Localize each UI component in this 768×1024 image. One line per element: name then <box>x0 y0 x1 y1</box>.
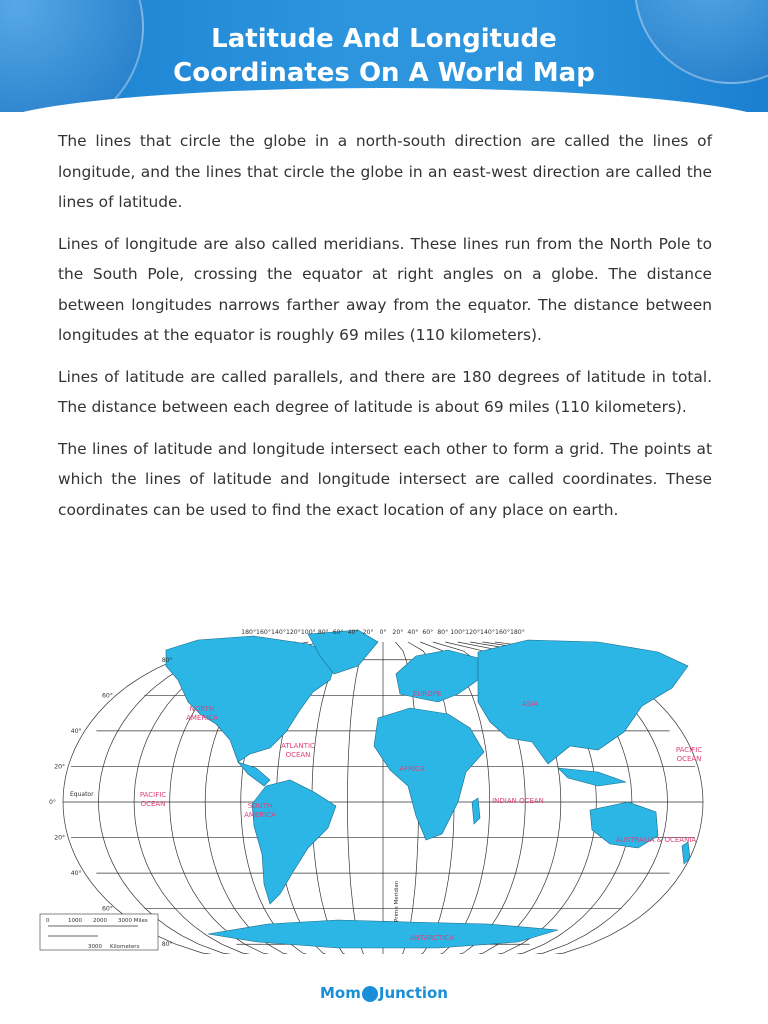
article-body <box>58 126 712 536</box>
longitude-label: 120° <box>465 629 481 636</box>
region-north-america-2: AMERICA <box>186 714 218 722</box>
longitude-label: 40° <box>347 629 359 636</box>
equator-label: Equator <box>70 791 94 798</box>
longitude-label: 20° <box>392 629 404 636</box>
longitude-label: 60° <box>422 629 434 636</box>
paragraph-2: Lines of longitude are also called meridians. These lines run from the North Pole to the South Pole, crossing the equator at right angles on a globe. The distance between longitudes narrows farther away from the equator. The distance between longitudes at the equator is roughly 69 miles (110 kilometers). <box>58 234 712 344</box>
land-asia <box>478 640 688 764</box>
longitude-label: 0° <box>379 629 387 636</box>
latitude-label: 40° <box>70 870 82 878</box>
latitude-label: 60° <box>102 692 113 700</box>
title-line-1: Latitude And Longitude <box>211 24 557 54</box>
scale-mile-1000: 1000 <box>68 918 82 924</box>
latitude-label: 40° <box>70 727 82 735</box>
latitude-label: 80° <box>161 941 173 949</box>
longitude-label: 140° <box>271 629 286 636</box>
region-pacific-right-1: PACIFIC <box>675 746 703 754</box>
longitude-label: 20° <box>362 629 374 636</box>
latitude-label: 20° <box>54 834 66 842</box>
scale-mile-3000: 3000 Miles <box>118 918 148 924</box>
latitude-label: 20° <box>54 763 66 771</box>
region-antarctica: ANTARCTICA <box>410 934 454 942</box>
longitude-label: 180° <box>509 629 525 636</box>
region-south-america-2: AMERICA <box>244 811 276 819</box>
world-map <box>38 622 728 954</box>
region-africa: AFRICA <box>399 765 425 773</box>
land-new-zealand <box>682 842 690 864</box>
region-pacific-left-2: OCEAN <box>140 800 166 808</box>
region-south-america-1: SOUTH <box>247 802 273 810</box>
region-indian-ocean: INDIAN OCEAN <box>492 797 544 805</box>
scale-km-3000: 3000 <box>88 944 102 950</box>
region-atlantic-2: OCEAN <box>285 751 311 759</box>
longitude-label: 100° <box>300 629 316 636</box>
land-south-america <box>252 780 336 904</box>
world-map-svg <box>38 622 728 954</box>
land-indonesia <box>558 768 626 786</box>
longitude-label: 40° <box>407 629 419 636</box>
map-scale <box>40 914 158 950</box>
longitude-label: 80° <box>317 629 329 636</box>
longitude-label: 160° <box>495 629 510 636</box>
region-asia: ASIA <box>521 700 539 708</box>
logo-text-junction: Junction <box>378 984 448 1002</box>
region-europe: EUROPE <box>412 690 442 698</box>
logo-mark-icon <box>362 986 378 1002</box>
paragraph-4: The lines of latitude and longitude intersect each other to form a grid. The points at which the lines of latitude and longitude intersect are called coordinates. These coordinates can be used to find the exact location of any place on earth. <box>58 439 712 519</box>
longitude-label: 100° <box>450 629 466 636</box>
longitude-label: 60° <box>332 629 344 636</box>
prime-meridian-label: Prime Meridian <box>394 880 400 922</box>
paragraph-1: The lines that circle the globe in a north-south direction are called the lines of longitude, and the lines that circle the globe in an east-west direction are called the lines of latitude. <box>58 132 712 211</box>
latitude-label: 0° <box>49 799 57 806</box>
title-line-2: Coordinates On A World Map <box>173 58 595 88</box>
scale-mile-0: 0 <box>46 918 50 924</box>
region-australia: AUSTRALIA & OCEANIA <box>615 836 697 844</box>
region-atlantic-1: ATLANTIC <box>281 742 315 750</box>
momjunction-logo <box>0 984 768 1002</box>
logo-text-mom: Mom <box>319 984 361 1002</box>
paragraph-3: Lines of latitude are called parallels, and there are 180 degrees of latitude in total. The distance between each degree of latitude is about 69 miles (110 kilometers). <box>58 367 712 416</box>
longitude-label: 80° <box>437 629 449 636</box>
land-africa <box>374 708 484 840</box>
longitude-label: 120° <box>285 629 301 636</box>
land-antarctica <box>208 920 558 948</box>
longitude-label: 140° <box>480 629 495 636</box>
latitude-label: 80° <box>161 656 173 664</box>
page-title <box>0 22 768 90</box>
longitude-label: 160° <box>256 629 271 636</box>
region-north-america-1: NORTH <box>189 705 215 713</box>
latitude-label: 60° <box>102 905 113 913</box>
scale-km-label: Kilometers <box>110 944 140 950</box>
land-central-america <box>238 762 270 786</box>
region-pacific-right-2: OCEAN <box>676 755 702 763</box>
meridian-line <box>347 642 370 954</box>
region-pacific-left-1: PACIFIC <box>139 791 167 799</box>
scale-mile-2000: 2000 <box>93 918 107 924</box>
header-banner <box>0 0 768 112</box>
longitude-label: 180° <box>241 629 257 636</box>
